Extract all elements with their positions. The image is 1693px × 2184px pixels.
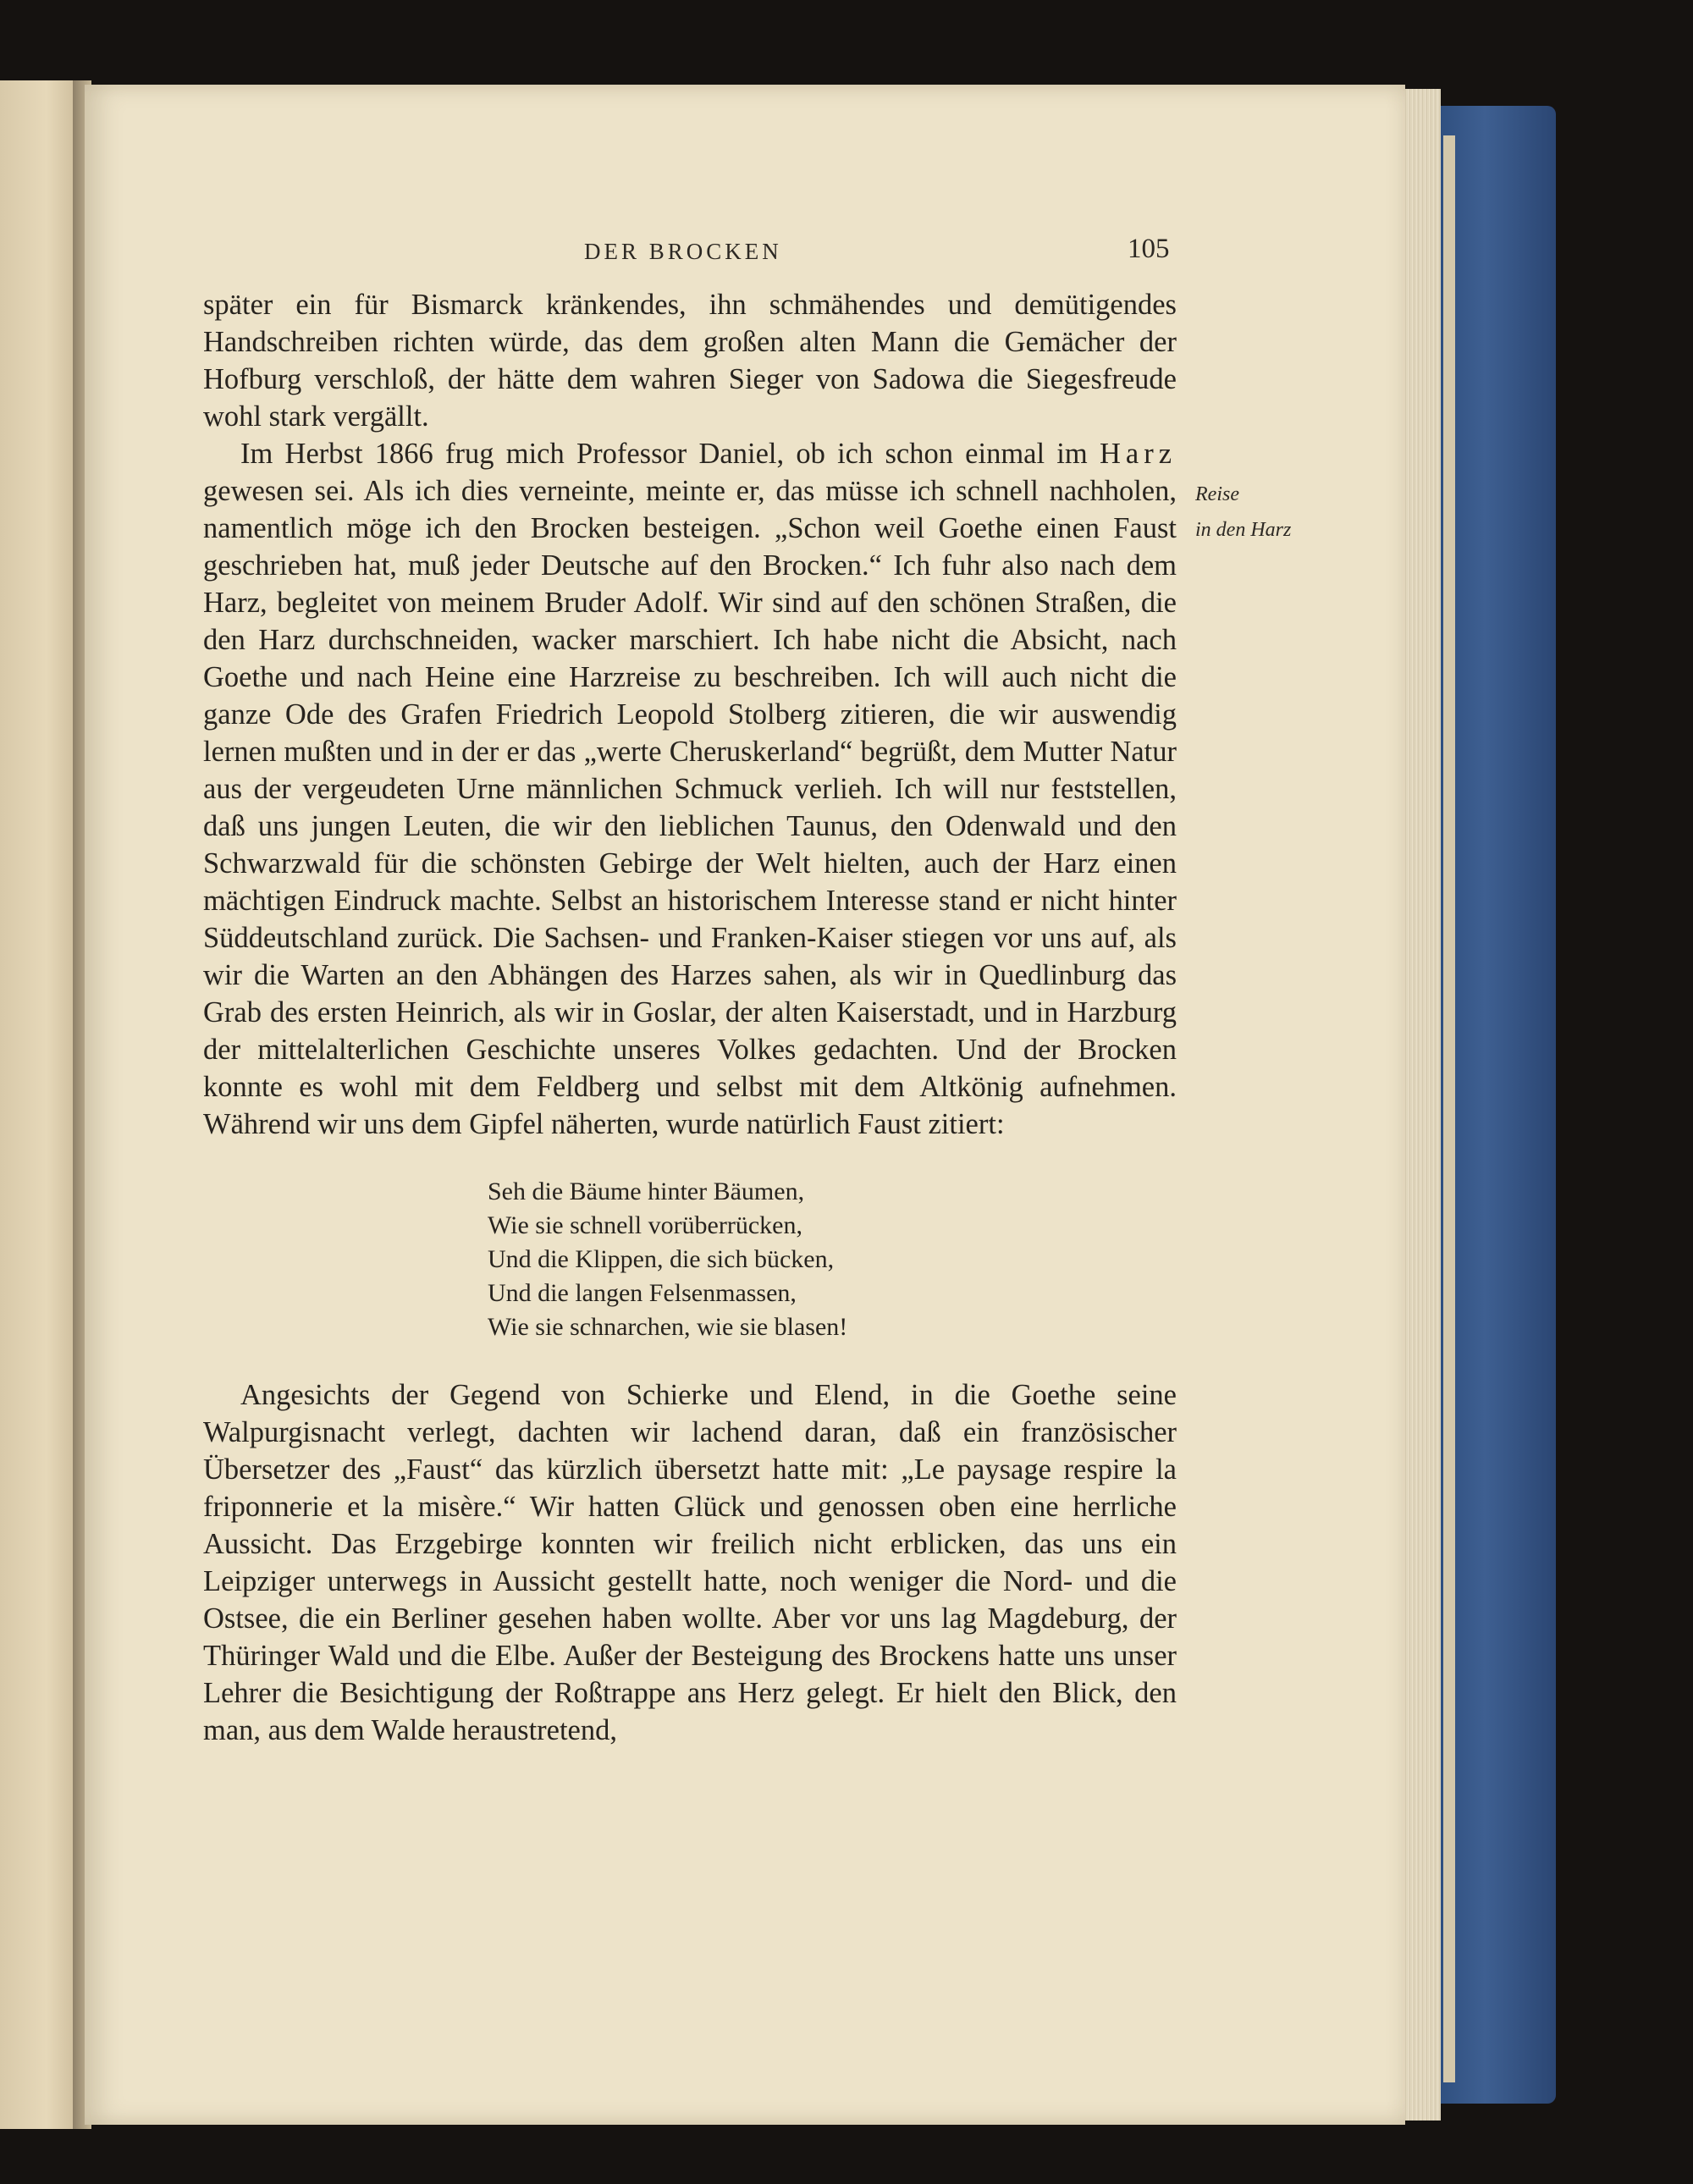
verse-line: Wie sie schnell vorüberrücken,	[488, 1211, 802, 1239]
left-page-edge	[0, 80, 80, 2129]
verse-quotation	[488, 1175, 1177, 1344]
book-cover	[1437, 106, 1556, 2104]
emphasized-word: Harz	[1099, 438, 1177, 470]
paragraph-text: Im Herbst 1866 frug mich Professor Daniel, ob ich schon einmal im	[240, 438, 1088, 470]
paragraph-text: gewesen sei. Als ich dies verneinte, meinte er, das müsse ich schnell nachholen, namentlich möge ich den Brocken besteigen. „Schon weil Goethe einen Faust geschrieben hat, muß jeder Deutsche auf den Brocken.“ Ich fuhr also nach dem Harz, begleitet von meinem Bruder Adolf. Wir sind auf den schönen Straßen, die den Harz durchschneiden, wacker marschiert. Ich habe nicht die Absicht, nach Goethe und nach Heine eine Harzreise zu beschreiben. Ich will auch nicht die ganze Ode des Grafen Friedrich Leopold Stolberg zitieren, die wir auswendig lernen mußten und in der er das „werte Cheruskerland“ begrüßt, dem Mutter Natur aus der vergeudeten Urne männlichen Schmuck verlieh. Ich will nur feststellen, daß uns jungen Leuten, die wir den lieblichen Taunus, den Odenwald und den Schwarzwald für die schönsten Gebirge der Welt hielten, auch der Harz einen mächtigen Eindruck machte. Selbst an historischem Interesse stand er nicht hinter Süddeutschland zurück. Die Sachsen- und Franken-Kaiser stiegen vor uns auf, als wir die Warten an den Abhängen des Harzes sahen, als wir in Quedlinburg das Grab des ersten Heinrich, als wir in Goslar, der alten Kaiserstadt, und in Harzburg der mittelalterlichen Geschichte unseres Volkes gedachten. Und der Brocken konnte es wohl mit dem Feldberg und selbst mit dem Altkönig aufnehmen. Während wir uns dem Gipfel näherten, wurde natürlich Faust zitiert:	[203, 475, 1177, 1140]
paragraph-continued: später ein für Bismarck kränkendes, ihn schmähendes und demütigendes Handschreiben richten würde, das dem großen alten Mann die Gemächer der Hofburg verschloß, der hätte dem wahren Sieger von Sadowa die Siegesfreude wohl stark vergällt.	[203, 289, 1177, 433]
body-text	[203, 286, 1177, 1749]
running-head: DER BROCKEN	[584, 239, 782, 264]
margin-note-line: Reise	[1195, 483, 1239, 505]
verse-line: Wie sie schnarchen, wie sie blasen!	[488, 1313, 848, 1341]
cover-inner-edge	[1443, 135, 1455, 2082]
verse-line: Und die langen Felsenmassen,	[488, 1279, 797, 1307]
paragraph-walpurgisnacht: Angesichts der Gegend von Schierke und Elend, in die Goethe seine Walpurgisnacht verlegt, dachten wir lachend daran, daß ein französischer Übersetzer des „Faust“ das kürzlich übersetzt hatte mit: „Le paysage respire la friponnerie et la misère.“ Wir hatten Glück und genossen oben eine herrliche Aussicht. Das Erzgebirge konnten wir freilich nicht erblicken, das uns ein Leipziger unterwegs in Aussicht gestellt hatte, noch weniger die Nord- und die Ostsee, die ein Berliner gesehen haben wollte. Aber vor uns lag Magdeburg, der Thüringer Wald und die Elbe. Außer der Besteigung des Brockens hatte uns unser Lehrer die Besichtigung der Roßtrappe ans Herz gelegt. Er hielt den Blick, den man, aus dem Walde heraustretend,	[203, 1379, 1177, 1746]
paragraph-harz-trip	[203, 435, 1177, 1143]
margin-note-line: in den Harz	[1195, 519, 1292, 541]
verse-line: Seh die Bäume hinter Bäumen,	[488, 1177, 805, 1205]
verse-line: Und die Klippen, die sich bücken,	[488, 1245, 835, 1273]
margin-note	[1195, 477, 1291, 548]
page-number: 105	[1128, 234, 1170, 264]
